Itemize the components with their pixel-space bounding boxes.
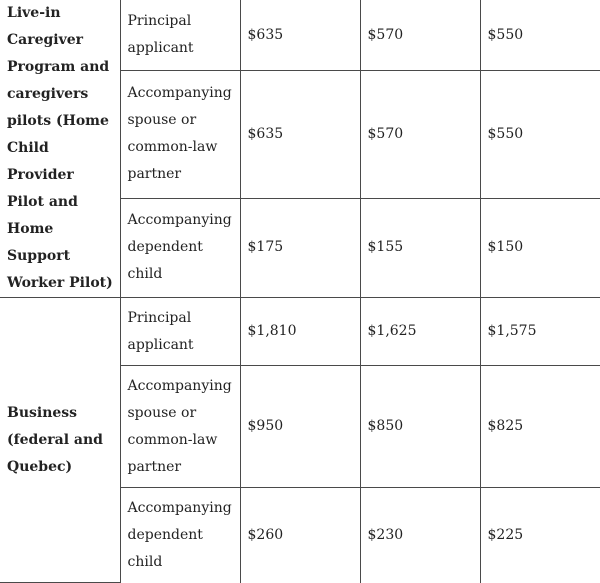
- fee-cell: $1,625: [360, 298, 480, 366]
- fee-cell: $635: [240, 0, 360, 71]
- fee-cell: $1,575: [480, 298, 600, 366]
- fee-cell: $225: [480, 488, 600, 583]
- applicant-cell: Principal applicant: [120, 0, 240, 71]
- fee-cell: $950: [240, 366, 360, 488]
- fee-cell: $550: [480, 71, 600, 199]
- fee-cell: $570: [360, 0, 480, 71]
- applicant-cell: Accompanying dependent child: [120, 198, 240, 297]
- table-row: [0, 298, 600, 366]
- applicant-cell: Accompanying spouse or common-law partner: [120, 71, 240, 199]
- applicant-cell: Accompanying dependent child: [120, 488, 240, 583]
- program-cell: Business (federal and Quebec): [0, 298, 120, 583]
- fee-cell: $150: [480, 198, 600, 297]
- fee-cell: $230: [360, 488, 480, 583]
- fee-cell: $825: [480, 366, 600, 488]
- fee-cell: $850: [360, 366, 480, 488]
- program-cell: Live-in Caregiver Program and caregivers pilots (Home Child Provider Pilot and Home Support Worker Pilot): [0, 0, 120, 298]
- applicant-cell: Principal applicant: [120, 298, 240, 366]
- fee-cell: $155: [360, 198, 480, 297]
- fee-cell: $1,810: [240, 298, 360, 366]
- table-row: [0, 0, 600, 71]
- fee-cell: $570: [360, 71, 480, 199]
- fee-cell: $260: [240, 488, 360, 583]
- applicant-cell: Accompanying spouse or common-law partner: [120, 366, 240, 488]
- fee-cell: $635: [240, 71, 360, 199]
- fee-cell: $550: [480, 0, 600, 71]
- fee-cell: $175: [240, 198, 360, 297]
